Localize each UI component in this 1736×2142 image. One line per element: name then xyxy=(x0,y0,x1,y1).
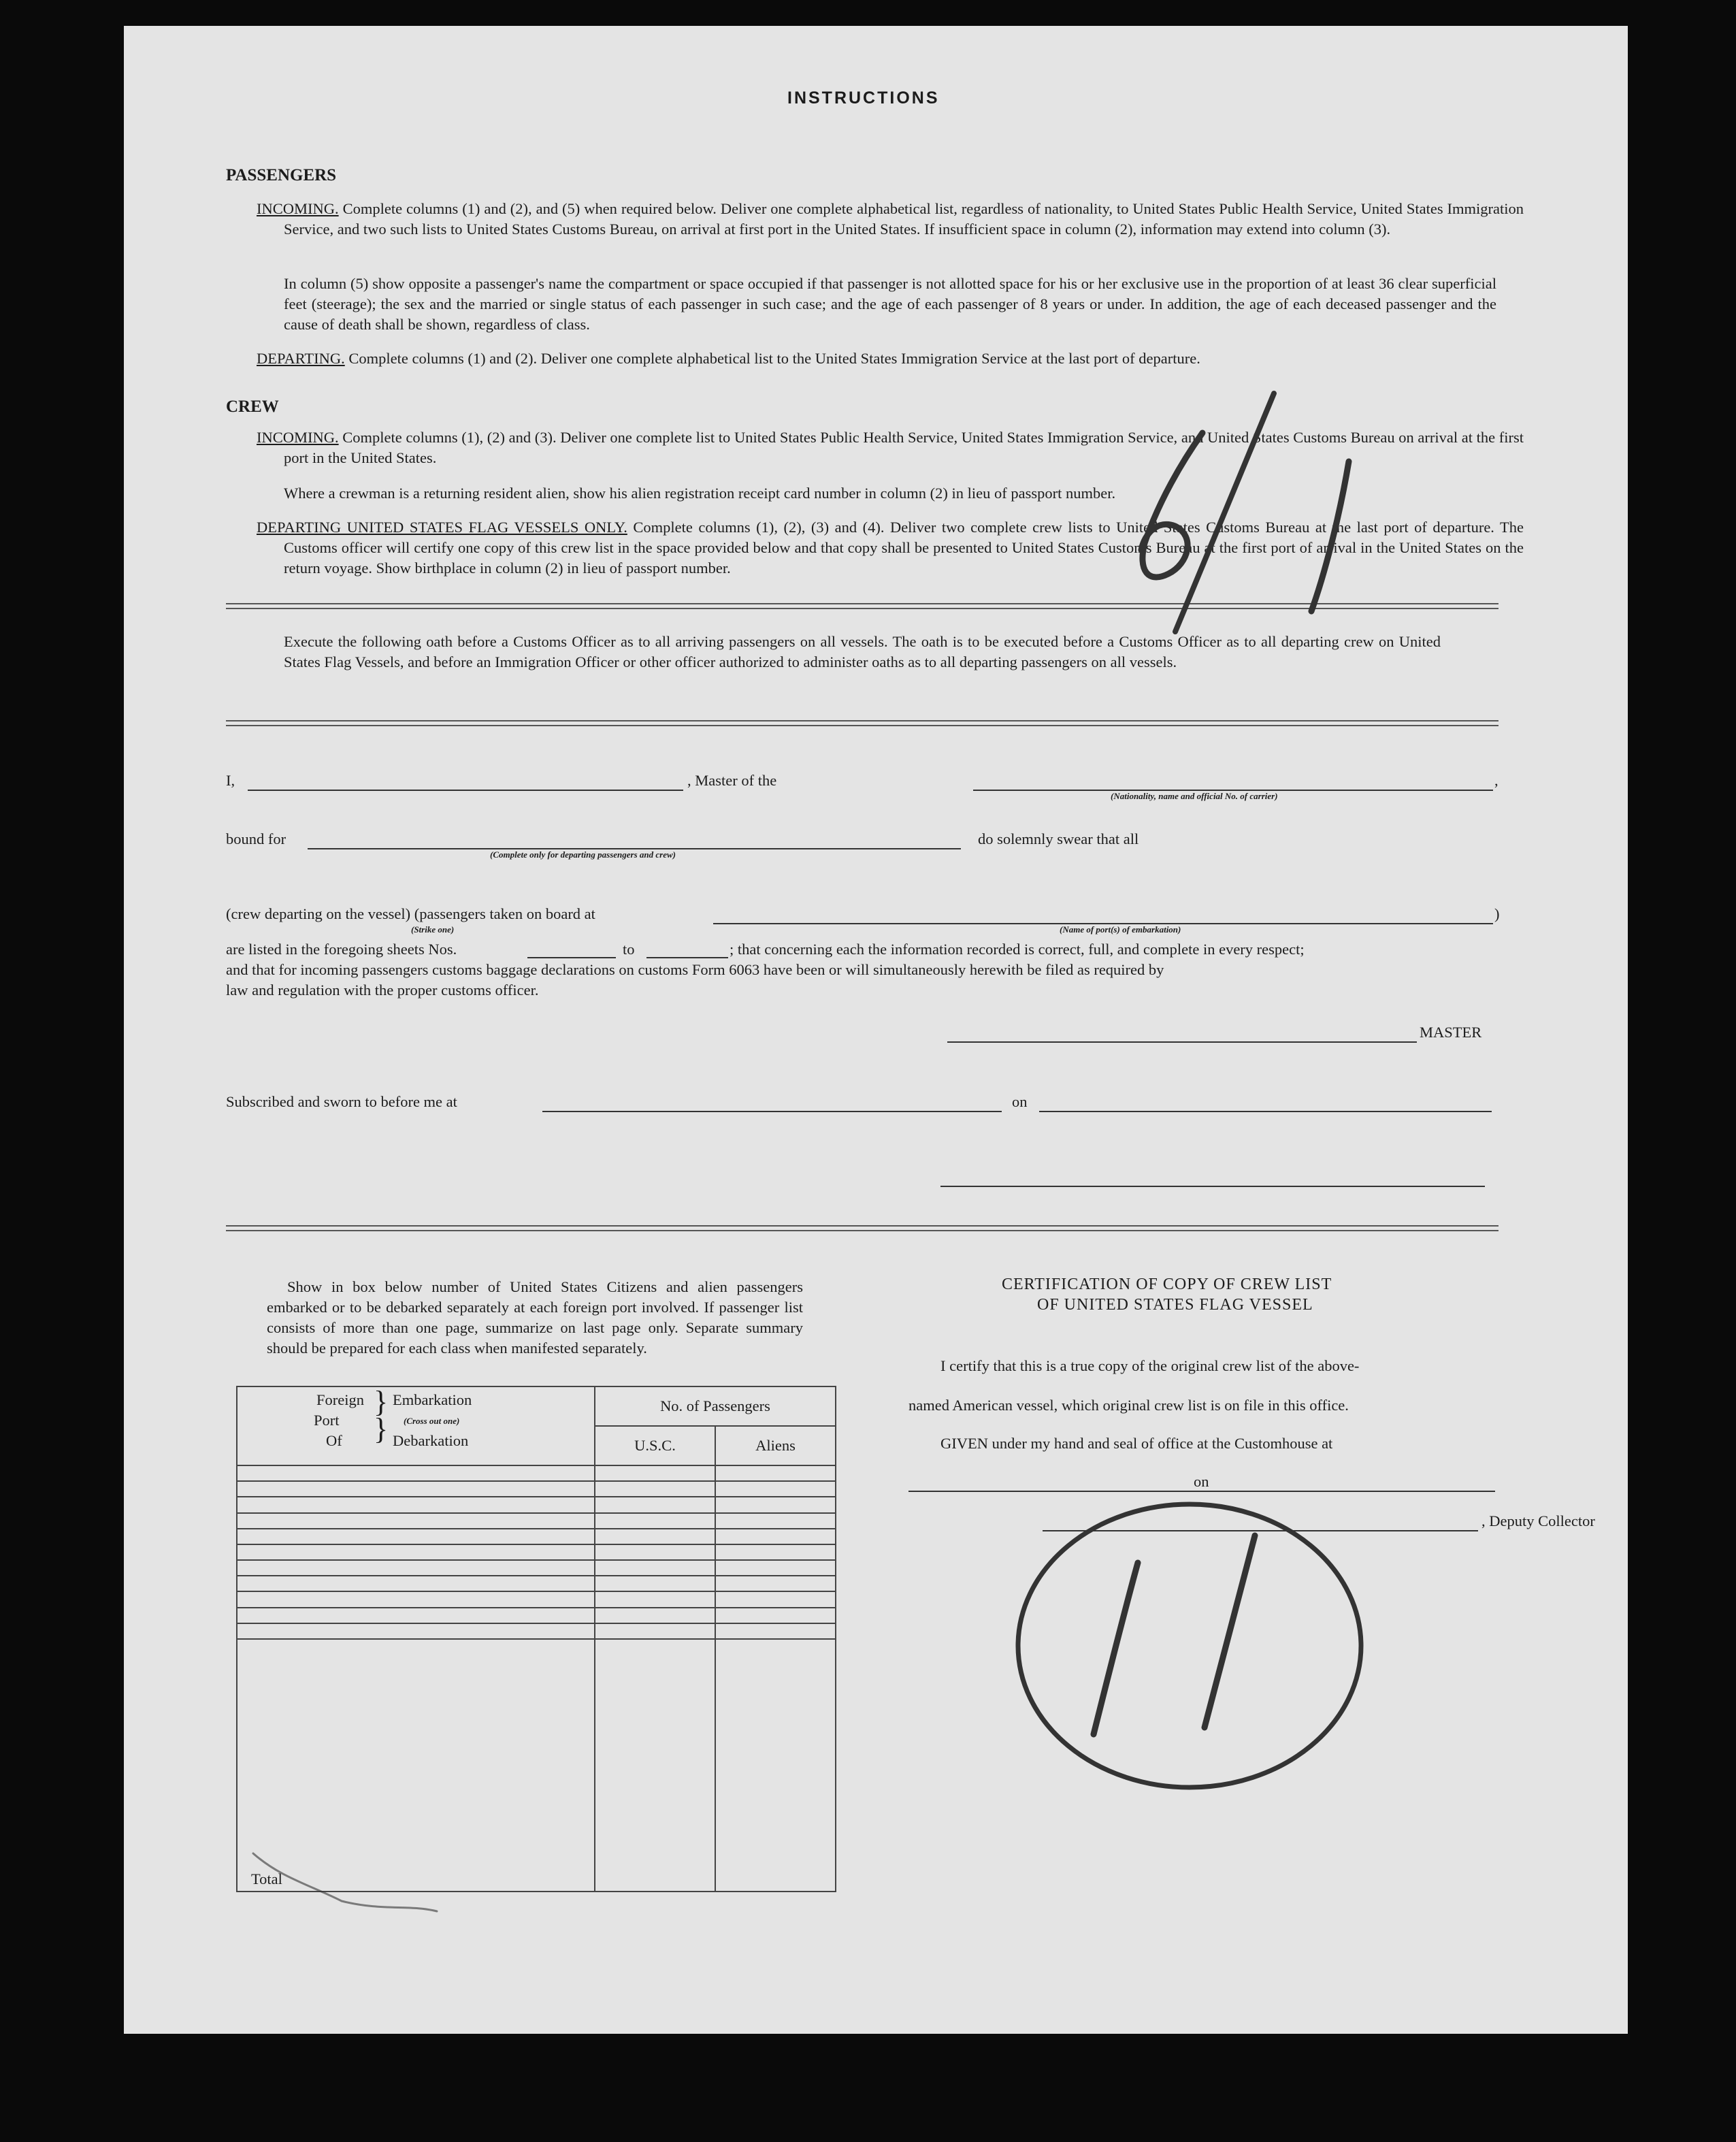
certification-title-2: OF UNITED STATES FLAG VESSEL xyxy=(1037,1296,1313,1314)
certify-line-2: named American vessel, which original crew list is on file in this office. xyxy=(908,1397,1349,1414)
nationality-caption: (Nationality, name and official No. of carrier) xyxy=(1111,791,1278,801)
bound-for-label: bound for xyxy=(226,830,286,847)
faint-signature xyxy=(253,1853,437,1911)
cross-out-caption: (Cross out one) xyxy=(404,1416,460,1426)
mark-six xyxy=(1141,433,1202,577)
master-label: MASTER xyxy=(1420,1024,1482,1041)
certification-title-1: CERTIFICATION OF COPY OF CREW LIST xyxy=(1002,1276,1332,1293)
strike-one-caption: (Strike one) xyxy=(411,924,455,935)
circle-one-left xyxy=(1094,1563,1138,1734)
mark-one xyxy=(1311,461,1349,611)
summary-intro-paragraph: Show in box below number of United States Citizens and alien passengers embarked or to be debarked separately at each foreign port involved. If passenger list consists of more than one page, summarize on last page only. Separate summary should be prepared for each class when manifested separately. xyxy=(267,1278,803,1357)
listed-label-c: and that for incoming passengers customs baggage declarations on customs Form 6063 have been or will simultaneously herewith be filed as required by xyxy=(226,961,1164,978)
circle-mark xyxy=(1018,1504,1361,1787)
listed-label-d: law and regulation with the proper customs officer. xyxy=(226,981,539,999)
crew-heading: CREW xyxy=(226,397,279,416)
swear-label: do solemnly swear that all xyxy=(978,830,1139,847)
passengers-departing-text: Complete columns (1) and (2). Deliver one complete alphabetical list to the United States Immigration Service at the last port of departure. xyxy=(348,350,1200,367)
certify-on-label: on xyxy=(1194,1473,1209,1490)
embarkation-label: Embarkation xyxy=(393,1391,472,1408)
oath-intro-paragraph: Execute the following oath before a Customs Officer as to all arriving passengers on all vessels. The oath is to be executed before a Customs Officer as to all departing crew on United States Flag Vessels, and before an Immigration Officer or other officer authorized to administer oaths as to all departing passengers on all vessels. xyxy=(284,633,1441,670)
complete-only-caption: (Complete only for departing passengers and crew) xyxy=(490,849,676,860)
passengers-column5-paragraph: In column (5) show opposite a passenger's name the compartment or space occupied if that passenger is not allotted space for his or her exclusive use in the proportion of at least 36 clear superficial feet (steerage); the sex and the married or single status of each passenger in such case; and the age of each passenger of 8 years or under. In addition, the age of each deceased passenger and the cause of death shall be shown, regardless of class. xyxy=(284,275,1496,333)
crew-incoming-label: INCOMING. xyxy=(257,429,339,446)
passengers-heading: PASSENGERS xyxy=(226,166,337,184)
crew-departing-label: (crew departing on the vessel) (passengers taken on board at xyxy=(226,905,595,922)
debarkation-label: Debarkation xyxy=(393,1432,469,1449)
of-label: Of xyxy=(326,1432,342,1449)
subscribed-label: Subscribed and sworn to before me at xyxy=(226,1093,457,1110)
no-passengers-header: No. of Passengers xyxy=(595,1386,836,1426)
foreign-label: Foreign xyxy=(316,1391,364,1408)
circle-one-right xyxy=(1205,1536,1255,1727)
listed-to-label: to xyxy=(623,941,635,958)
listed-label-b: ; that concerning each the information recorded is correct, full, and complete in every respect; xyxy=(730,941,1305,958)
mark-slash xyxy=(1175,393,1274,632)
total-label: Total xyxy=(237,1639,595,1892)
crew-departing-label: DEPARTING UNITED STATES FLAG VESSELS ONLY. xyxy=(257,519,627,536)
brace-bottom: } xyxy=(374,1412,389,1446)
crew-incoming-text: Complete columns (1), (2) and (3). Deliver one complete list to United States Public Health Service, United States Immigration Service, and United States Customs Bureau on arrival at the first port in the United States. xyxy=(284,429,1524,466)
form-page xyxy=(124,26,1628,2034)
crew-departing-text: Complete columns (1), (2), (3) and (4). Deliver two complete crew lists to United States Customs Bureau at the last port of departure. The Customs officer will certify one copy of this crew list in the space provided below and that copy shall be presented to United States Customs Bureau at the first port of arrival in the United States on the return voyage. Show birthplace in column (2) in lieu of passport number. xyxy=(284,519,1524,577)
sworn-on-label: on xyxy=(1012,1093,1028,1110)
passengers-incoming-text: Complete columns (1) and (2), and (5) when required below. Deliver one complete alphabetical list, regardless of nationality, to United States Public Health Service, United States Immigration Service, and two such lists to United States Customs Bureau, on arrival at first port in the United States. If insufficient space in column (2), information may extend into column (3). xyxy=(284,200,1524,238)
listed-label-a: are listed in the foregoing sheets Nos. xyxy=(226,941,457,958)
usc-header: U.S.C. xyxy=(595,1426,715,1465)
close-paren: ) xyxy=(1494,905,1500,922)
aliens-header: Aliens xyxy=(715,1426,836,1465)
crew-resident-paragraph: Where a crewman is a returning resident alien, show his alien registration receipt card number in column (2) in lieu of passport number. xyxy=(284,485,1116,502)
master-of-label: , Master of the xyxy=(687,772,777,789)
certify-line-1: I certify that this is a true copy of the original crew list of the above- xyxy=(940,1357,1360,1374)
passengers-departing-label: DEPARTING. xyxy=(257,350,345,367)
port-label: Port xyxy=(314,1412,340,1429)
passengers-incoming-label: INCOMING. xyxy=(257,200,339,217)
handwritten-marks xyxy=(124,26,1628,2034)
instructions-title: INSTRUCTIONS xyxy=(787,88,940,108)
ports-caption: (Name of port(s) of embarkation) xyxy=(1060,924,1181,935)
certify-line-3: GIVEN under my hand and seal of office at the Customhouse at xyxy=(940,1435,1333,1452)
deputy-collector-label: , Deputy Collector xyxy=(1481,1512,1595,1529)
oath-comma: , xyxy=(1494,772,1498,789)
oath-i-label: I, xyxy=(226,772,235,789)
brace-top: } xyxy=(374,1385,389,1418)
